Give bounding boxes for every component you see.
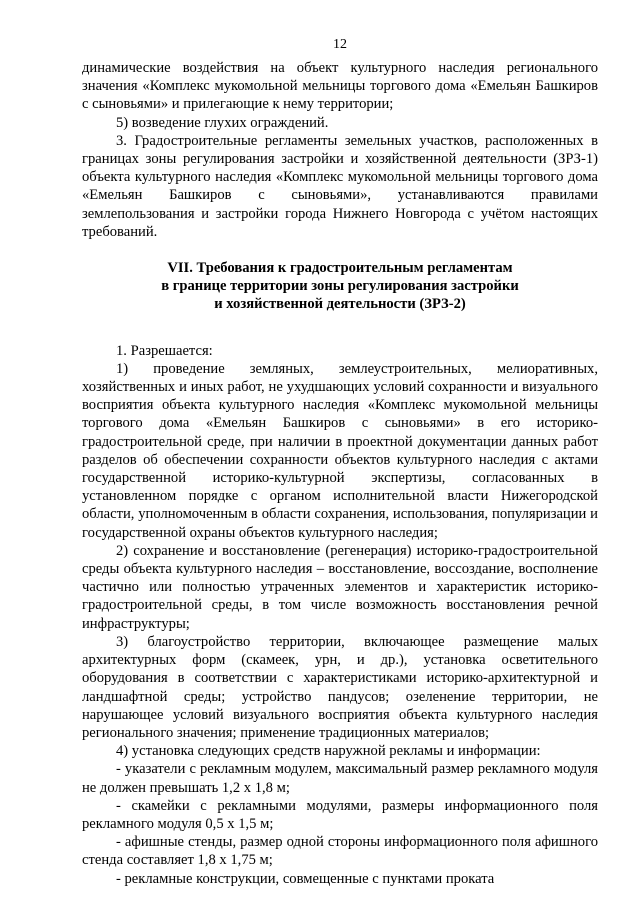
page-number: 12 bbox=[333, 37, 347, 52]
paragraph-allowed-1: 1) проведение земляных, землеустроительных, мелиоративных, хозяйственных и иных работ, не ухудшающих условий сохранности и визуального восприятия объекта культурного наследия «Комплекс мукомольной мельницы торгового дома «Емельян Башкиров с сыновьями» в его историко-градостроительной среде, при наличии в проектной документации данных работ разделов об обеспечении сохранности объектов культурного наследия с актами государственной историко-культурной экспертизы, согласованных в установленном порядке с органом исполнительной власти Нижегородской области, уполномоченным в области сохранения, использования, популяризации и государственной охраны объектов культурного наследия; bbox=[82, 360, 598, 541]
list-item-rental-structures: - рекламные конструкции, совмещенные с пунктами проката bbox=[116, 870, 495, 887]
list-item-poster-stands: - афишные стенды, размер одной стороны информационного поля афишного стенда составляет 1,8 х 1,75 м; bbox=[82, 834, 598, 869]
paragraph-allowed-3: 3) благоустройство территории, включающее размещение малых архитектурных форм (скамеек, урн, и др.), установка осветительного оборудования в соответствии с характеристиками историко-архитектурной и ландшафтной среды; устройство пандусов; озеленение территории, не нарушающее условий визуального восприятия объекта культурного наследия регионального значения; применение традиционных материалов; bbox=[82, 633, 598, 741]
document-page bbox=[82, 36, 598, 888]
paragraph-continuation: динамические воздействия на объект культурного наследия регионального значения «Комплекс мукомольной мельницы торгового дома «Емельян Башкиров с сыновьями» и прилегающие к нему территории; bbox=[82, 60, 598, 113]
paragraph-allowed-4: 4) установка следующих средств наружной рекламы и информации: bbox=[116, 743, 541, 760]
paragraph-item-3: 3. Градостроительные регламенты земельных участков, расположенных в границах зоны регулирования застройки и хозяйственной деятельности (ЗРЗ-1) объекта культурного наследия «Комплекс мукомольной мельницы торгового дома «Емельян Башкиров с сыновьями», устанавливаются правилами землепользования и застройки города Нижнего Новгорода с учётом настоящих требований. bbox=[82, 132, 598, 240]
paragraph-allowed-2: 2) сохранение и восстановление (регенерация) историко-градостроительной среды объекта культурного наследия – восстановление, воссоздание, восполнение частично или полностью утраченных элементов и характеристик историко-градостроительной среды, в том числе возможность восстановления речной инфраструктуры; bbox=[82, 542, 598, 632]
list-item-benches: - скамейки с рекламными модулями, размеры информационного поля рекламного модуля 0,5 х 1,5 м; bbox=[82, 797, 598, 832]
section-heading-line-2: в границе территории зоны регулирования застройки bbox=[161, 278, 519, 295]
list-item-signs: - указатели с рекламным модулем, максимальный размер рекламного модуля не должен превышать 1,2 х 1,8 м; bbox=[82, 761, 598, 796]
section-heading-line-3: и хозяйственной деятельности (ЗРЗ-2) bbox=[214, 296, 466, 313]
paragraph-allowed: 1. Разрешается: bbox=[116, 342, 213, 359]
section-heading-line-1: VII. Требования к градостроительным регламентам bbox=[167, 260, 513, 277]
section-heading bbox=[82, 259, 598, 314]
paragraph-item-5: 5) возведение глухих ограждений. bbox=[116, 114, 329, 131]
